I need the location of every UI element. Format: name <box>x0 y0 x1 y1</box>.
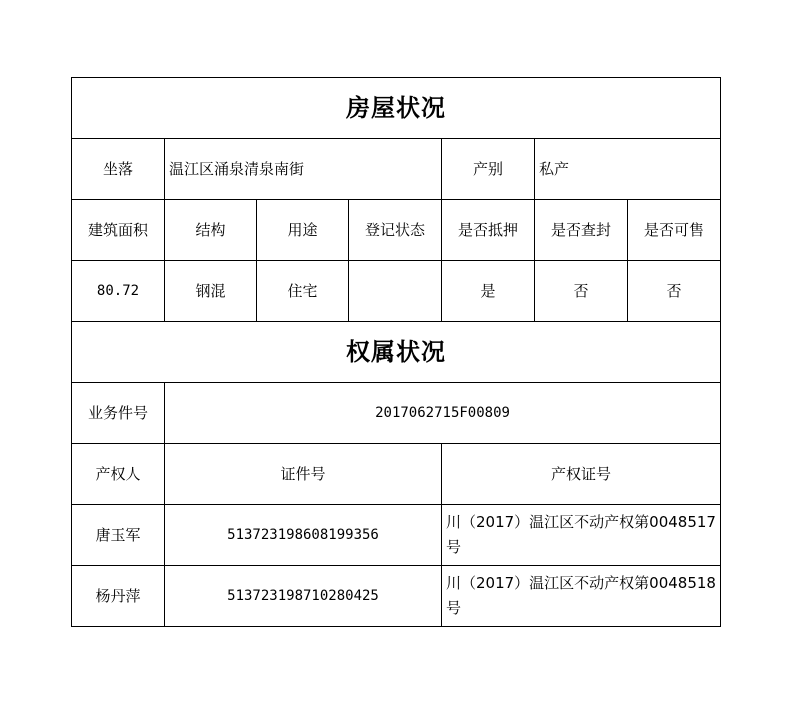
owner-name: 杨丹萍 <box>72 566 165 627</box>
value-seized: 否 <box>535 261 628 322</box>
header-certificate-number: 产权证号 <box>442 444 721 505</box>
value-mortgaged: 是 <box>442 261 535 322</box>
owner-id-number: 513723198608199356 <box>165 505 442 566</box>
property-type-value: 私产 <box>535 139 721 200</box>
value-usage: 住宅 <box>257 261 349 322</box>
business-number-value: 2017062715F00809 <box>165 383 721 444</box>
owner-name: 唐玉军 <box>72 505 165 566</box>
location-row <box>72 139 721 200</box>
value-structure: 钢混 <box>165 261 257 322</box>
house-section-title: 房屋状况 <box>72 78 721 139</box>
ownership-section-title: 权属状况 <box>72 322 721 383</box>
ownership-title-row <box>72 322 721 383</box>
property-type-label: 产别 <box>442 139 535 200</box>
ownership-header-row <box>72 444 721 505</box>
house-values-row <box>72 261 721 322</box>
header-seized: 是否查封 <box>535 200 628 261</box>
table-row <box>72 566 721 627</box>
header-owner: 产权人 <box>72 444 165 505</box>
house-title-row <box>72 78 721 139</box>
table-row <box>72 505 721 566</box>
house-header-row <box>72 200 721 261</box>
property-record-table <box>71 77 721 627</box>
header-registration-status: 登记状态 <box>349 200 442 261</box>
header-structure: 结构 <box>165 200 257 261</box>
owner-certificate-number: 川（2017）温江区不动产权第0048517号 <box>442 505 721 566</box>
header-mortgaged: 是否抵押 <box>442 200 535 261</box>
business-number-label: 业务件号 <box>72 383 165 444</box>
header-id-number: 证件号 <box>165 444 442 505</box>
header-saleable: 是否可售 <box>628 200 721 261</box>
business-number-row <box>72 383 721 444</box>
value-building-area: 80.72 <box>72 261 165 322</box>
header-usage: 用途 <box>257 200 349 261</box>
value-registration-status <box>349 261 442 322</box>
owner-certificate-number: 川（2017）温江区不动产权第0048518号 <box>442 566 721 627</box>
location-value: 温江区涌泉清泉南街 <box>165 139 442 200</box>
owner-id-number: 513723198710280425 <box>165 566 442 627</box>
header-building-area: 建筑面积 <box>72 200 165 261</box>
value-saleable: 否 <box>628 261 721 322</box>
location-label: 坐落 <box>72 139 165 200</box>
